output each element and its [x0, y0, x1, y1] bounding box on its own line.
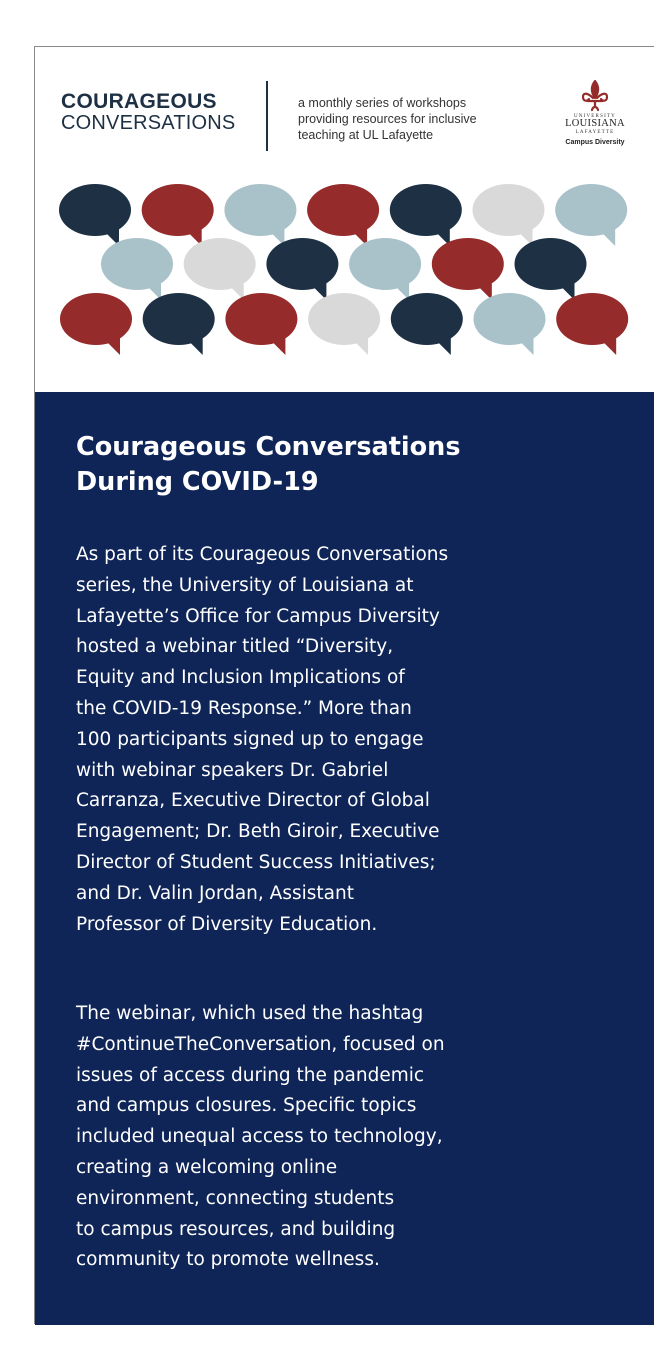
paragraph-line: series, the University of Louisiana at — [76, 574, 414, 596]
speech-bubble-icon — [142, 184, 214, 246]
speech-bubble-icon — [143, 293, 215, 355]
headline-line: Courageous Conversations — [76, 432, 461, 462]
speech-bubble-icon — [184, 238, 256, 300]
speech-bubble-icon — [391, 293, 463, 355]
paragraph-line: environment, connecting students — [76, 1187, 395, 1209]
paragraph-line: The webinar, which used the hashtag — [76, 1003, 424, 1024]
speech-bubble-icon — [390, 184, 462, 246]
paragraph-line: Equity and Inclusion Implications of — [76, 667, 405, 689]
paragraph-line: #ContinueTheConversation, focused on — [76, 1033, 445, 1055]
paragraph-line: Engagement; Dr. Beth Giroir, Executive — [76, 821, 440, 843]
speech-bubble-icon — [474, 293, 546, 355]
article-paragraph-1 — [76, 540, 636, 940]
speech-bubble-icon — [307, 184, 379, 246]
speech-bubble-icon — [555, 184, 627, 246]
speech-bubble-icon — [349, 238, 421, 300]
speech-bubble-icon — [308, 293, 380, 355]
speech-bubble-pattern — [35, 177, 654, 357]
speech-bubble-icon — [432, 238, 504, 300]
university-small-text: UNIVERSITY — [574, 114, 616, 119]
logo-line-2: CONVERSATIONS — [61, 112, 236, 134]
university-logo — [559, 79, 631, 159]
speech-bubble-icon — [59, 184, 131, 246]
paragraph-line: and campus closures. Specific topics — [76, 1095, 417, 1117]
speech-bubble-icon — [473, 184, 545, 246]
article-paragraph-2 — [76, 999, 636, 1276]
university-location: LAFAYETTE — [575, 130, 615, 135]
header-divider — [266, 81, 268, 151]
paragraph-line: As part of its Courageous Conversations — [76, 544, 449, 565]
tagline-line: providing resources for inclusive — [298, 112, 477, 126]
speech-bubble-icon — [266, 238, 338, 300]
paragraph-line: hosted a webinar titled “Diversity, — [76, 636, 394, 658]
paragraph-line: and Dr. Valin Jordan, Assistant — [76, 882, 354, 904]
paragraph-line: creating a welcoming online — [76, 1156, 338, 1178]
paragraph-line: Professor of Diversity Education. — [76, 913, 378, 935]
article-header — [35, 47, 654, 392]
paragraph-line: issues of access during the pandemic — [76, 1064, 425, 1086]
paragraph-line: with webinar speakers Dr. Gabriel — [76, 759, 389, 781]
series-tagline — [298, 95, 528, 143]
paragraph-line: Lafayette’s Office for Campus Diversity — [76, 605, 440, 627]
paragraph-line: the COVID-19 Response.” More than — [76, 697, 412, 719]
paragraph-line: to campus resources, and building — [76, 1218, 396, 1240]
paragraph-line: included unequal access to technology, — [76, 1126, 443, 1148]
tagline-line: teaching at UL Lafayette — [298, 128, 434, 142]
headline-line: During COVID-19 — [76, 467, 319, 497]
paragraph-line: Carranza, Executive Director of Global — [76, 790, 430, 812]
paragraph-line: 100 participants signed up to engage — [76, 728, 424, 750]
fleur-de-lis-icon — [580, 79, 610, 113]
speech-bubble-icon — [515, 238, 587, 300]
speech-bubble-icon — [225, 293, 297, 355]
speech-bubble-icon — [556, 293, 628, 355]
paragraph-line: community to promote wellness. — [76, 1249, 380, 1271]
article-panel — [35, 392, 654, 1325]
speech-bubble-icon — [60, 293, 132, 355]
university-name: LOUISIANA — [565, 118, 625, 129]
speech-bubble-icon — [224, 184, 296, 246]
speech-bubble-icon — [101, 238, 173, 300]
campus-diversity-label: Campus Diversity — [565, 139, 625, 146]
courageous-conversations-logo — [61, 91, 235, 133]
paragraph-line: Director of Student Success Initiatives; — [76, 851, 436, 873]
article-card — [34, 46, 654, 1324]
article-headline — [76, 430, 596, 500]
tagline-line: a monthly series of workshops — [298, 96, 467, 110]
logo-line-1: COURAGEOUS — [61, 90, 217, 113]
